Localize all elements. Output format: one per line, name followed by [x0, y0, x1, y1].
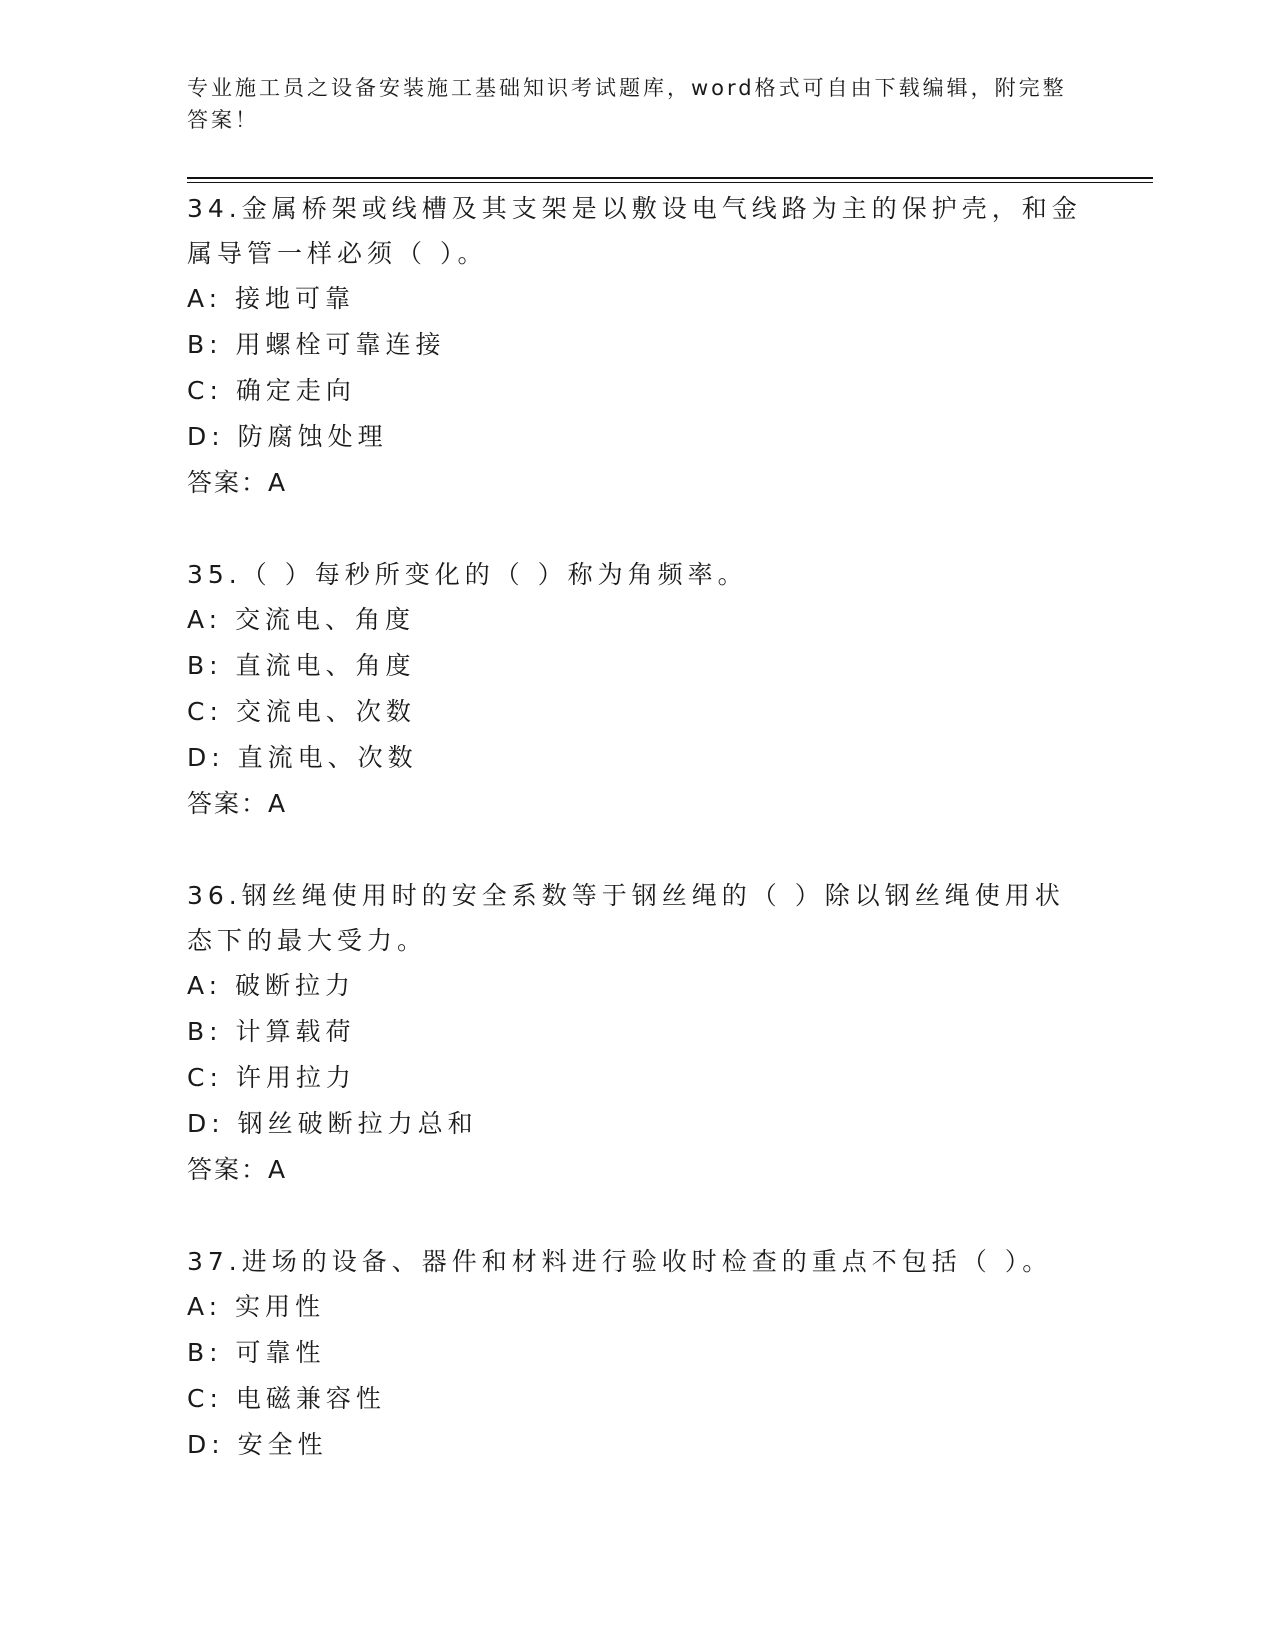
question-list — [187, 186, 1087, 1468]
option-d: D: 直流电、次数 — [187, 743, 418, 772]
option-a: A: 实用性 — [187, 1292, 326, 1321]
option-b: B: 计算载荷 — [187, 1017, 356, 1046]
question-gap — [187, 1193, 1087, 1239]
option-b: B: 用螺栓可靠连接 — [187, 330, 446, 359]
question-gap — [187, 506, 1087, 552]
option-d: D: 防腐蚀处理 — [187, 422, 388, 451]
option-a: A: 交流电、角度 — [187, 605, 416, 634]
option-c: C: 交流电、次数 — [187, 697, 416, 726]
answer: 答案：A — [187, 1155, 288, 1184]
option-d: D: 安全性 — [187, 1430, 328, 1459]
document-header: 专业施工员之设备安装施工基础知识考试题库，word格式可自由下载编辑，附完整答案！ — [187, 76, 1067, 132]
option-c: C: 许用拉力 — [187, 1063, 356, 1092]
question-36 — [187, 873, 1087, 1193]
question-35 — [187, 552, 1087, 827]
question-stem: 35.（ ）每秒所变化的（ ）称为角频率。 — [187, 560, 748, 589]
answer: 答案：A — [187, 789, 288, 818]
option-c: C: 确定走向 — [187, 376, 356, 405]
answer: 答案：A — [187, 468, 288, 497]
header-divider-thick — [187, 177, 1153, 179]
question-stem: 37.进场的设备、器件和材料进行验收时检查的重点不包括（ ）。 — [187, 1247, 1053, 1276]
header-divider-thin — [187, 182, 1153, 183]
option-b: B: 可靠性 — [187, 1338, 326, 1367]
option-c: C: 电磁兼容性 — [187, 1384, 386, 1413]
question-stem: 34.金属桥架或线槽及其支架是以敷设电气线路为主的保护壳，和金属导管一样必须（ ）。 — [187, 194, 1082, 268]
option-d: D: 钢丝破断拉力总和 — [187, 1109, 478, 1138]
option-b: B: 直流电、角度 — [187, 651, 416, 680]
option-a: A: 接地可靠 — [187, 284, 356, 313]
question-stem: 36.钢丝绳使用时的安全系数等于钢丝绳的（ ）除以钢丝绳使用状态下的最大受力。 — [187, 881, 1065, 955]
question-34 — [187, 186, 1087, 506]
question-gap — [187, 827, 1087, 873]
option-a: A: 破断拉力 — [187, 971, 356, 1000]
question-37 — [187, 1239, 1087, 1468]
